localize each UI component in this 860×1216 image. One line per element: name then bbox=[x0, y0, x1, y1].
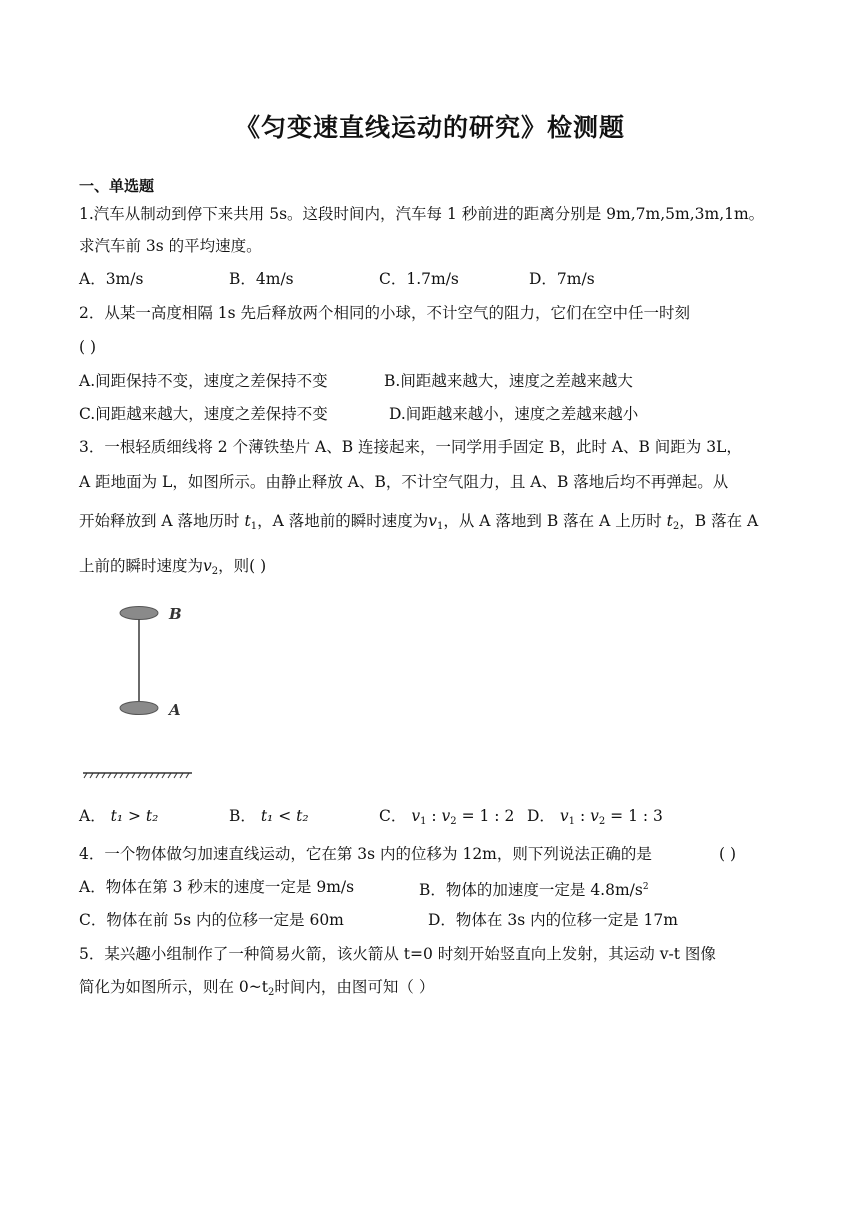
q3-line-3: 开始释放到 A 落地历时 $t_1$，A 落地前的瞬时速度为$v_1$，从 A 落地到 B 落在 A 上历时 $t_2$，B 落在 A bbox=[79, 512, 759, 532]
q3-figure bbox=[80, 596, 210, 786]
q3-line-2: A 距地面为 L，如图所示。由静止释放 A、B，不计空气阻力，且 A、B 落地后均不再弹起。从 bbox=[79, 473, 729, 491]
q1-option-c: C．1.7m/s bbox=[379, 270, 459, 288]
q5-line-1: 5．某兴趣小组制作了一种简易火箭，该火箭从 t=0 时刻开始竖直向上发射，其运动 v-t 图像 bbox=[79, 945, 716, 963]
washer-a bbox=[120, 702, 158, 715]
q3-option-b: B． t₁ < t₂ bbox=[229, 807, 309, 825]
washer-diagram bbox=[80, 596, 210, 786]
page-title: 《匀变速直线运动的研究》检测题 bbox=[234, 113, 625, 142]
q3-line-1: 3．一根轻质细线将 2 个薄铁垫片 A、B 连接起来，一同学用手固定 B，此时 A、B 间距为 3L， bbox=[79, 438, 742, 456]
q4-option-d: D．物体在 3s 内的位移一定是 17m bbox=[428, 911, 678, 929]
q3-option-c: C． $v_1$ : $v_2 = 1$ : 2 bbox=[379, 807, 515, 827]
q1-line-1: 1.汽车从制动到停下来共用 5s。这段时间内，汽车每 1 秒前进的距离分别是 9m,7m,5m,3m,1m。 bbox=[79, 205, 765, 223]
q2-option-b: B.间距越来越大，速度之差越来越大 bbox=[384, 372, 633, 390]
q3-option-d: D． $v_1$ : $v_2 = 1$ : 3 bbox=[527, 807, 663, 827]
washer-b bbox=[120, 607, 158, 620]
label-a: A bbox=[169, 701, 181, 719]
q4-option-a: A．物体在第 3 秒末的速度一定是 9m/s bbox=[79, 878, 355, 896]
q3-line-4: 上前的瞬时速度为$v_2$，则( ) bbox=[79, 557, 267, 577]
q2-line-1: 2．从某一高度相隔 1s 先后释放两个相同的小球，不计空气的阻力，它们在空中任一时刻 bbox=[79, 304, 691, 322]
q2-line-2: ( ) bbox=[79, 338, 97, 356]
q4-option-c: C．物体在前 5s 内的位移一定是 60m bbox=[79, 911, 344, 929]
ground-hatch bbox=[83, 773, 192, 778]
q4-option-b: B．物体的加速度一定是 $4.8m/s^2$ bbox=[419, 881, 649, 899]
q3-option-a: A． t₁ > t₂ bbox=[79, 807, 159, 825]
label-b: B bbox=[169, 605, 182, 623]
q5-line-2: 简化为如图所示，则在 $0\sim t_2$时间内，由图可知（ ） bbox=[79, 978, 435, 998]
section-heading: 一、单选题 bbox=[79, 177, 155, 195]
q4-line-1: 4．一个物体做匀加速直线运动，它在第 3s 内的位移为 12m，则下列说法正确的是 bbox=[79, 845, 652, 863]
q2-option-d: D.间距越来越小，速度之差越来越小 bbox=[389, 405, 639, 423]
q2-option-c: C.间距越来越大，速度之差保持不变 bbox=[79, 405, 328, 423]
q2-option-a: A.间距保持不变，速度之差保持不变 bbox=[79, 372, 328, 390]
q1-option-a: A．3m/s bbox=[79, 270, 144, 288]
q1-line-2: 求汽车前 3s 的平均速度。 bbox=[79, 237, 262, 255]
q4-answer-paren: ( ) bbox=[719, 845, 737, 863]
q1-option-d: D．7m/s bbox=[529, 270, 595, 288]
q1-option-b: B．4m/s bbox=[229, 270, 294, 288]
